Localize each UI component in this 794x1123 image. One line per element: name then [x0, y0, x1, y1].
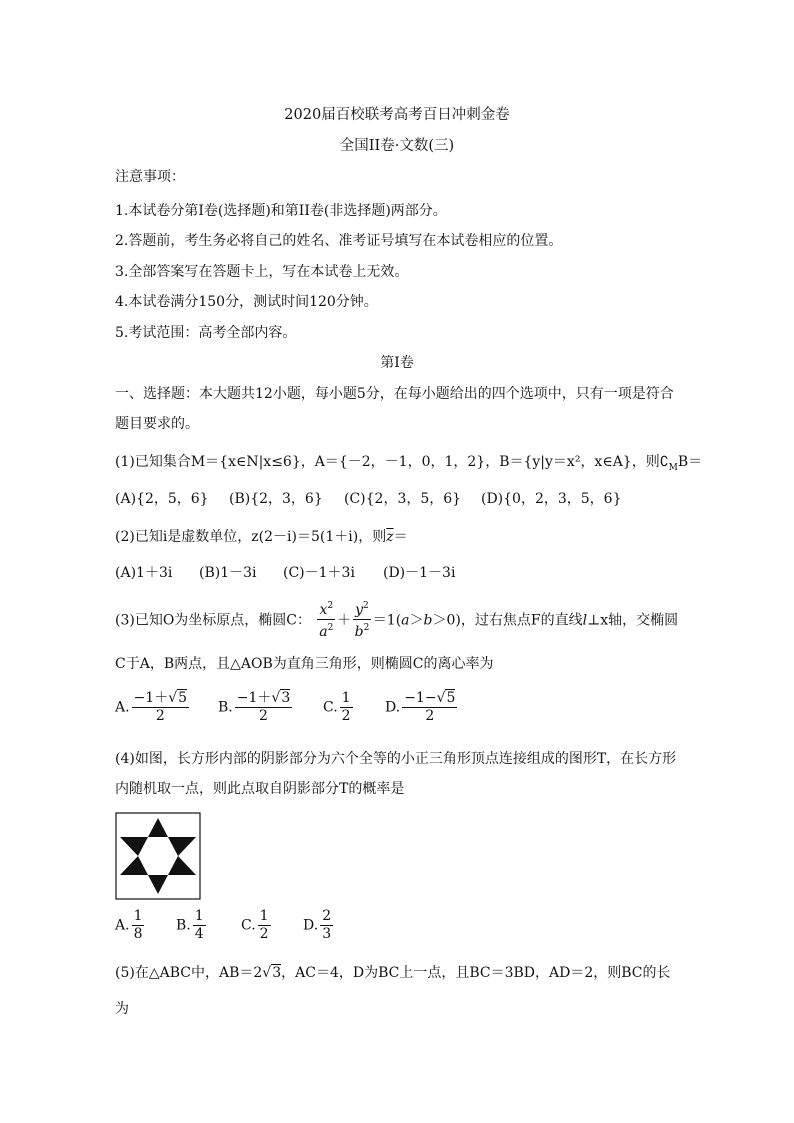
note-item-4: 4.本试卷满分150分，测试时间120分钟。: [115, 294, 378, 310]
note-item-5: 5.考试范围：高考全部内容。: [115, 325, 297, 341]
q3-option-a[interactable]: A. $\frac{-1+√5}{2}$: [115, 690, 188, 724]
complement-symbol: ∁: [659, 454, 669, 470]
notes-heading: 注意事项：: [115, 169, 185, 185]
y2-over-b2: $\frac{y^2}{b^2}$: [353, 598, 371, 641]
question-4-options: [115, 908, 415, 952]
question-2-stem: (2)已知i是虚数单位，z(2－i)＝5(1＋i)，则$\overline{z}=$: [115, 529, 408, 545]
question-5-line2: 为: [115, 1001, 129, 1017]
q1-option-c[interactable]: (C){2，3，5，6}: [344, 491, 462, 507]
section-title: 第I卷: [380, 355, 414, 371]
q4-option-d[interactable]: D. $\frac{2}{3}$: [303, 908, 332, 942]
question-3-options: [115, 690, 515, 734]
question-1-options: [115, 488, 675, 508]
note-item-1: 1.本试卷分第I卷(选择题)和第II卷(非选择题)两部分。: [115, 203, 447, 219]
q4-option-b[interactable]: B. $\frac{1}{4}$: [176, 908, 204, 942]
question-4-line2: 内随机取一点，则此点取自阴影部分T的概率是: [115, 781, 405, 797]
section-intro-line2: 题目要求的。: [115, 416, 199, 432]
question-5-stem: (5)在△ABC中，AB＝2√3，AC＝4，D为BC上一点，且BC＝3BD，AD＝2，则BC的长: [115, 965, 671, 981]
exam-subtitle: 全国II卷·文数(三): [339, 138, 455, 154]
q3-option-b[interactable]: B. $\frac{-1+√3}{2}$: [218, 690, 291, 724]
q1-option-d[interactable]: (D){0，2，3，5，6}: [481, 491, 622, 507]
q4-option-c[interactable]: C. $\frac{1}{2}$: [241, 908, 269, 942]
question-3-line2: C于A，B两点，且△AOB为直角三角形，则椭圆C的离心率为: [115, 656, 494, 672]
q3-option-c[interactable]: C. $\frac{1}{2}$: [323, 690, 351, 724]
exam-title: 2020届百校联考高考百日冲刺金卷: [284, 107, 510, 123]
hexagram-figure: [115, 812, 201, 900]
q2-option-b[interactable]: (B)1－3i: [199, 565, 257, 581]
question-2-options: [115, 562, 515, 582]
section-intro-line1: 一、选择题：本大题共12小题，每小题5分，在每小题给出的四个选项中，只有一项是符合: [115, 386, 674, 402]
question-3-stem: (3)已知O为坐标原点，椭圆C： $\frac{x^2}{a^2}$ ＋ $\frac{y^2}{b^2}$ ＝1(a＞b＞0)，过右焦点F的直线l⊥x轴，交椭圆: [115, 598, 678, 641]
q3-option-d[interactable]: D. $\frac{-1-√5}{2}$: [385, 690, 456, 724]
q1-option-a[interactable]: (A){2，5，6}: [115, 491, 209, 507]
question-4-line1: (4)如图，长方形内部的阴影部分为六个全等的小正三角形顶点连接组成的图形T，在长方形: [115, 751, 677, 767]
q4-option-a[interactable]: A. $\frac{1}{8}$: [115, 908, 143, 942]
q1-option-b[interactable]: (B){2，3，6}: [229, 491, 323, 507]
question-1-stem: (1)已知集合M＝{x∈N|x≤6}，A＝{－2，－1，0，1，2}，B＝{y|y＝x²，x∈A}，则$∁_MB=$: [115, 454, 703, 473]
x2-over-a2: $\frac{x^2}{a^2}$: [317, 598, 335, 641]
note-item-3: 3.全部答案写在答题卡上，写在本试卷上无效。: [115, 264, 409, 280]
q2-option-c[interactable]: (C)－1＋3i: [283, 565, 355, 581]
note-item-2: 2.答题前，考生务必将自己的姓名、准考证号填写在本试卷相应的位置。: [115, 233, 563, 249]
q2-option-a[interactable]: (A)1＋3i: [115, 565, 173, 581]
q2-option-d[interactable]: (D)－1－3i: [383, 565, 456, 581]
z-conjugate: $\overline{z}$: [386, 529, 394, 545]
